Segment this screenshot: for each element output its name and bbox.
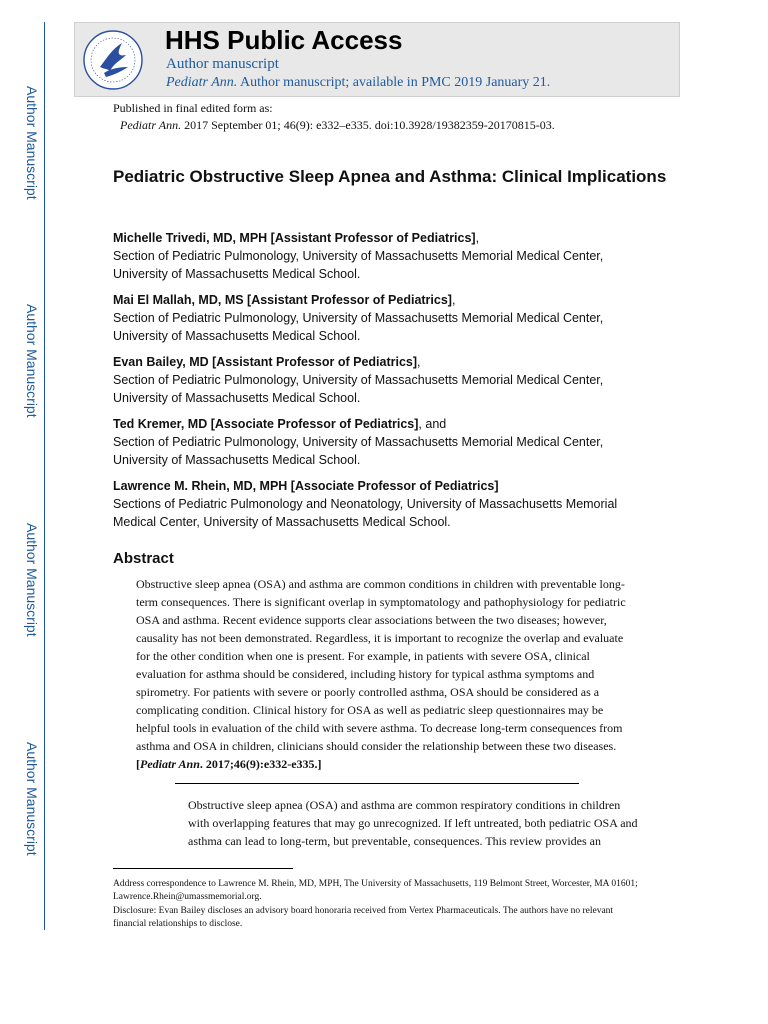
abstract-body: [136, 575, 636, 773]
author-entry: [113, 353, 673, 407]
section-divider: [175, 783, 579, 784]
author-name: Lawrence M. Rhein, MD, MPH [Associate Professor of Pediatrics]: [113, 479, 499, 493]
author-suffix: ,: [475, 231, 480, 245]
header-title: HHS Public Access: [165, 25, 403, 55]
side-label-author-manuscript: Author Manuscript: [24, 523, 40, 637]
abstract-heading: Abstract: [113, 550, 174, 567]
published-journal: Pediatr Ann.: [120, 118, 182, 132]
side-label-author-manuscript: Author Manuscript: [24, 742, 40, 856]
published-in: [113, 100, 555, 134]
author-affiliation: Section of Pediatric Pulmonology, University of Massachusetts Memorial Medical Center,: [113, 435, 604, 449]
hhs-eagle-seal-icon: [82, 29, 144, 91]
author-affiliation: Section of Pediatric Pulmonology, University of Massachusetts Memorial Medical Center,: [113, 373, 604, 387]
footnote-disclosure: Disclosure: Evan Bailey discloses an advisory board honoraria received from Vertex Pharmaceuticals. The authors have no relevant financial relationships to disclose.: [113, 906, 614, 929]
header-subtitle: Author manuscript: [166, 56, 279, 72]
author-suffix: ,: [451, 293, 456, 307]
author-affiliation: Sections of Pediatric Pulmonology and Neonatology, University of Massachusetts Memorial: [113, 497, 618, 511]
cite-open: [: [136, 757, 140, 771]
cite-journal: Pediatr Ann: [140, 757, 200, 771]
author-name: Mai El Mallah, MD, MS [Assistant Professor of Pediatrics]: [113, 293, 452, 307]
author-entry: [113, 291, 673, 345]
abstract-text: Obstructive sleep apnea (OSA) and asthma are common conditions in children with preventable long-term consequences. There is significant overlap in symptomatology and pathophysiology for pediatric OSA and asthma. Recent evidence supports clear associations between the two diseases; however, causality has not been demonstrated. Regardless, it is important to recognize the overlap and evaluate for the other condition when one is present. For example, in patients with severe OSA, clinical evaluation for asthma should be considered, including history for typical asthma symptoms and spirometry. For patients with severe or poorly controlled asthma, OSA should be considered as a complicating condition. Clinical history for OSA as well as pediatric sleep questionnaires may be helpful tools in evaluation of the child with severe asthma. To decrease long-term consequences from asthma and OSA in children, clinicians should consider the relationship between these two diseases.: [136, 577, 626, 753]
footnotes: [113, 878, 648, 932]
author-affiliation: University of Massachusetts Medical School.: [113, 329, 361, 343]
author-affiliation: Medical Center, University of Massachusetts Medical School.: [113, 515, 451, 529]
published-label: Published in final edited form as:: [113, 101, 273, 115]
author-affiliation: University of Massachusetts Medical School.: [113, 391, 361, 405]
author-name: Evan Bailey, MD [Assistant Professor of Pediatrics]: [113, 355, 418, 369]
header-meta-text: Author manuscript; available in PMC 2019 January 21.: [237, 75, 551, 90]
published-citation: [113, 117, 555, 134]
header-journal: Pediatr Ann.: [166, 75, 238, 90]
header-availability: [166, 75, 550, 91]
side-label-author-manuscript: Author Manuscript: [24, 304, 40, 418]
author-affiliation: University of Massachusetts Medical School.: [113, 453, 361, 467]
author-list: [113, 229, 673, 539]
author-entry: [113, 229, 673, 283]
author-entry: [113, 477, 673, 531]
footnote-divider: [113, 868, 293, 869]
author-suffix: , and: [418, 417, 447, 431]
author-affiliation: Section of Pediatric Pulmonology, University of Massachusetts Memorial Medical Center,: [113, 311, 604, 325]
abstract-citation: [136, 757, 322, 771]
hhs-header-banner: [74, 22, 680, 97]
author-name: Michelle Trivedi, MD, MPH [Assistant Professor of Pediatrics]: [113, 231, 476, 245]
body-paragraph: Obstructive sleep apnea (OSA) and asthma are common respiratory conditions in children with overlapping features that may go unrecognized. If left untreated, both pediatric OSA and asthma can lead to long-term, but preventable, consequences. This review provides an: [188, 798, 638, 848]
left-margin-rule: [44, 22, 45, 930]
author-suffix: ,: [417, 355, 421, 369]
author-affiliation: Section of Pediatric Pulmonology, University of Massachusetts Memorial Medical Center,: [113, 249, 604, 263]
author-entry: [113, 415, 673, 469]
author-name: Ted Kremer, MD [Associate Professor of Pediatrics]: [113, 417, 419, 431]
published-citation-text: 2017 September 01; 46(9): e332–e335. doi:10.3928/19382359-20170815-03.: [181, 118, 555, 132]
cite-rest: . 2017;46(9):e332-e335.]: [199, 757, 322, 771]
author-affiliation: University of Massachusetts Medical School.: [113, 267, 361, 281]
article-title: Pediatric Obstructive Sleep Apnea and Asthma: Clinical Implications: [113, 167, 667, 186]
side-label-author-manuscript: Author Manuscript: [24, 86, 40, 200]
footnote-correspondence: Address correspondence to Lawrence M. Rhein, MD, MPH, The University of Massachusetts, 119 Belmont Street, Worcester, MA 01601; Lawrence.Rhein@umassmemorial.org.: [113, 879, 638, 902]
